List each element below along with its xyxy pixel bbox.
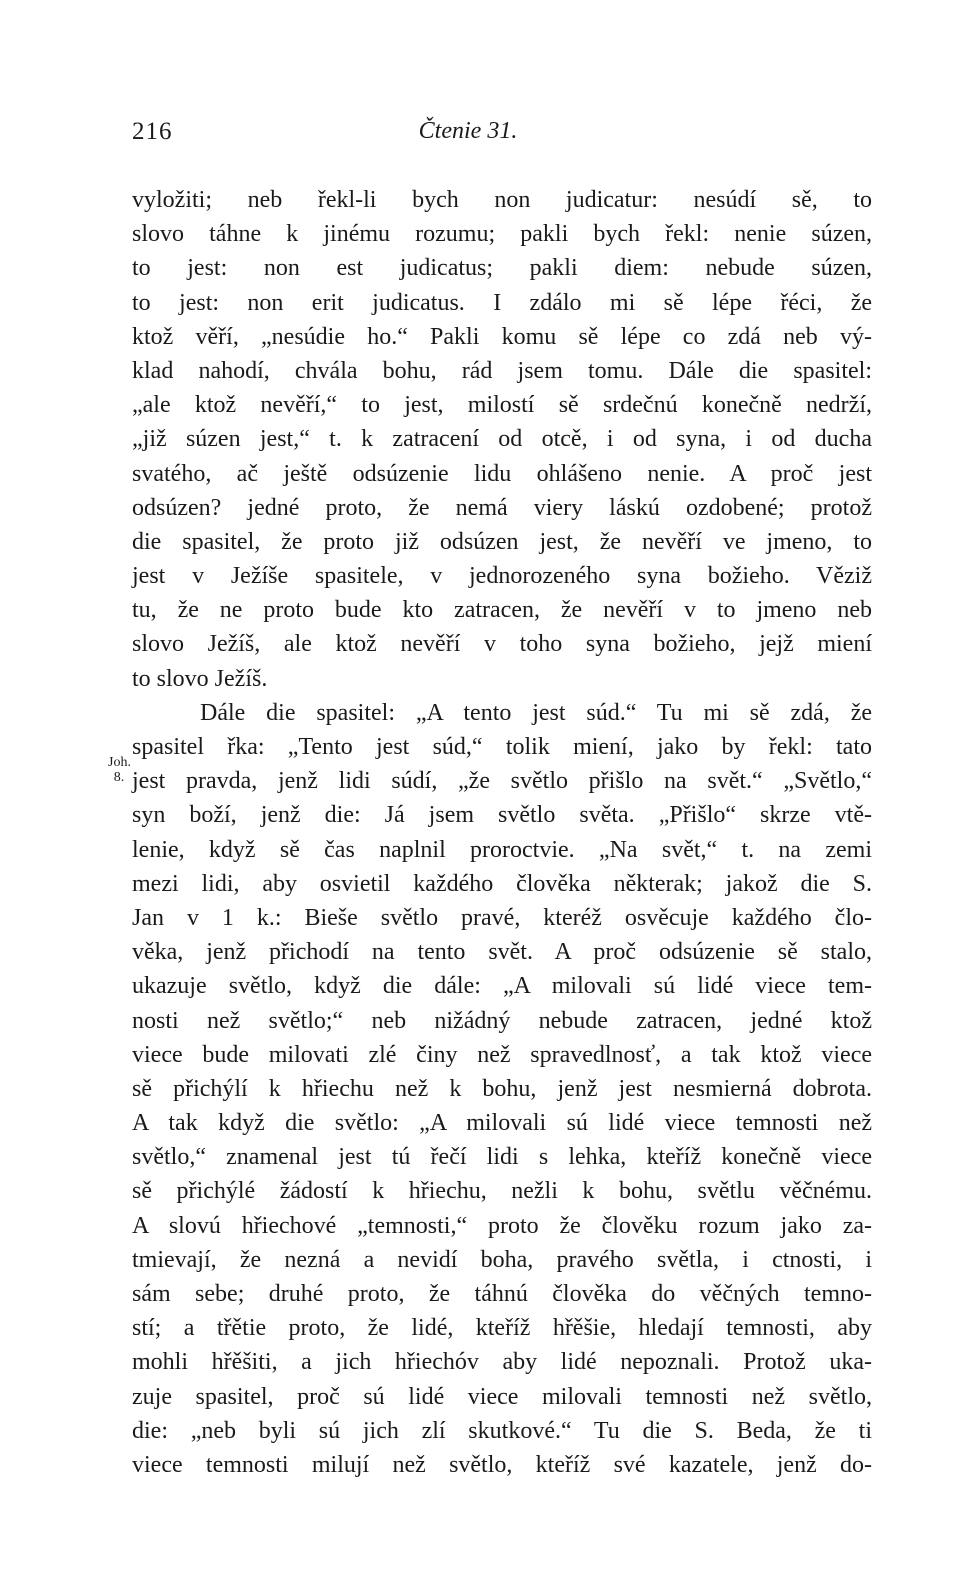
text-line: stí; a třětie proto, že lidé, kteříž hřěšie, hledají temnosti, aby [132, 1315, 872, 1342]
body-text [132, 183, 872, 1482]
text-line: věka, jenž přichodí na tento svět. A proč odsúzenie sě stalo, [132, 939, 872, 966]
running-head [132, 118, 872, 152]
text-line: „ale ktož nevěří,“ to jest, milostí sě srdečnú konečně nedrží, [132, 392, 872, 419]
text-line: tu, že ne proto bude kto zatracen, že nevěří v to jmeno neb [132, 597, 872, 624]
text-line: slovo Ježíš, ale ktož nevěří v toho syna božieho, jejž miení [132, 631, 872, 658]
margin-reference-verse: 8. [113, 770, 125, 785]
text-line: jest pravda, jenž lidi súdí, „že světlo přišlo na svět.“ „Světlo,“ [132, 768, 872, 795]
page-number: 216 [132, 118, 173, 145]
text-line: syn boží, jenž die: Já jsem světlo světa. „Přišlo“ skrze vtě- [132, 802, 872, 829]
text-line: viece bude milovati zlé činy než spravedlnosť, a tak ktož viece [132, 1041, 872, 1068]
text-line: mezi lidi, aby osvietil každého člověka některak; jakož die S. [132, 870, 872, 897]
text-line: sě přichýlí k hřiechu než k bohu, jenž jest nesmierná dobrota. [132, 1075, 872, 1102]
text-line: to slovo Ježíš. [132, 665, 268, 692]
text-line: ukazuje světlo, když die dále: „A milovali sú lidé viece tem- [132, 973, 872, 1000]
text-line: spasitel řka: „Tento jest súd,“ tolik miení, jako by řekl: tato [132, 734, 872, 760]
text-line: vyložiti; neb řekl-li bych non judicatur: nesúdí sě, to [132, 187, 872, 213]
text-line: odsúzen? jedné proto, že nemá viery láskú ozdobené; protož [132, 494, 872, 521]
text-line: slovo táhne k jinému rozumu; pakli bych řekl: nenie súzen, [132, 221, 872, 248]
text-line: tmievají, že nezná a nevidí boha, pravého světla, i ctnosti, i [132, 1246, 872, 1273]
text-line: to jest: non est judicatus; pakli diem: nebude súzen, [132, 255, 872, 282]
text-line: die: „neb byli sú jich zlí skutkové.“ Tu die S. Beda, že ti [132, 1417, 872, 1444]
text-line: lenie, když sě čas naplnil proroctvie. „Na svět,“ t. na zemi [132, 836, 872, 863]
running-title: Čtenie 31. [418, 118, 518, 144]
text-line: svatého, ač ještě odsúzenie lidu ohlášeno nenie. A proč jest [132, 460, 872, 487]
text-line: klad nahodí, chvála bohu, rád jsem tomu. Dále die spasitel: [132, 357, 872, 384]
text-line: A tak když die světlo: „A milovali sú lidé viece temnosti než [132, 1110, 872, 1137]
text-line: ktož věří, „nesúdie ho.“ Pakli komu sě lépe co zdá neb vý- [132, 323, 872, 350]
text-line: Dále die spasitel: „A tento jest súd.“ Tu mi sě zdá, že [200, 699, 872, 726]
text-line: to jest: non erit judicatus. I zdálo mi sě lépe řéci, že [132, 289, 872, 316]
text-line: A slovú hřiechové „temnosti,“ proto že člověku rozum jako za- [132, 1212, 872, 1239]
text-line: sám sebe; druhé proto, že táhnú člověka do věčných temno- [132, 1281, 872, 1307]
margin-reference [108, 755, 130, 785]
text-line: nosti než světlo;“ neb nižádný nebude zatracen, jedné ktož [132, 1007, 872, 1034]
text-line: zuje spasitel, proč sú lidé viece milovali temnosti než světlo, [132, 1383, 872, 1410]
text-line: die spasitel, že proto již odsúzen jest, že nevěří ve jmeno, to [132, 528, 872, 555]
text-line: Jan v 1 k.: Bieše světlo pravé, kteréž osvěcuje každého člo- [132, 904, 872, 931]
margin-reference-book: Joh. [108, 755, 131, 770]
text-line: jest v Ježíše spasitele, v jednorozeného syna božieho. Věziž [132, 563, 872, 590]
text-line: sě přichýlé žádostí k hřiechu, nežli k bohu, světlu věčnému. [132, 1178, 872, 1205]
text-line: viece temnosti milují než světlo, kteříž své kazatele, jenž do- [132, 1451, 872, 1478]
text-line: mohli hřěšiti, a jich hřiechóv aby lidé nepoznali. Protož uka- [132, 1349, 872, 1376]
text-line: světlo,“ znamenal jest tú řečí lidi s lehka, kteříž konečně viece [132, 1144, 872, 1171]
text-line: „již súzen jest,“ t. k zatracení od otcě, i od syna, i od ducha [132, 426, 872, 453]
